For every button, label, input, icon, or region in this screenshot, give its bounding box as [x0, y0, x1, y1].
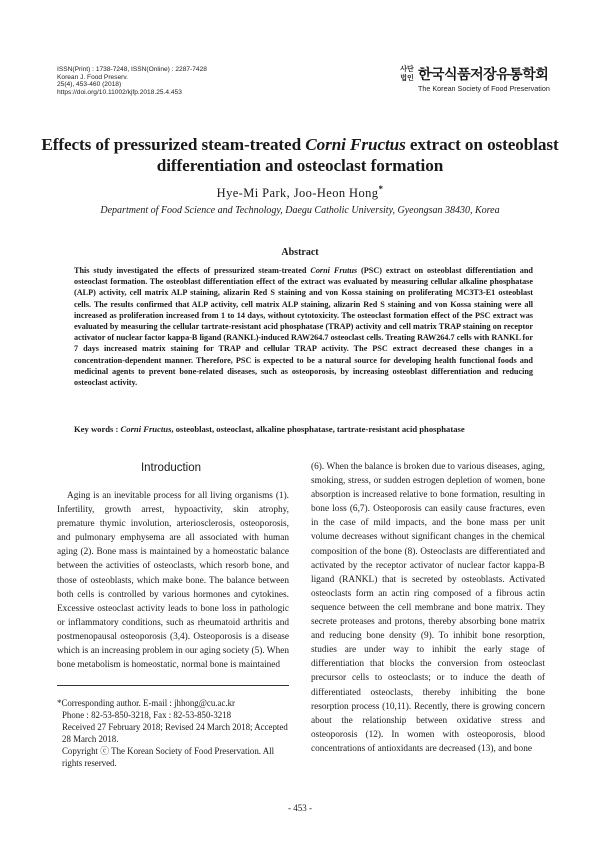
emblem-line-2: 법인 — [400, 74, 414, 82]
section-heading-introduction: Introduction — [140, 462, 202, 474]
title-part-2: extract on osteoblast differentiation and osteoclast formation — [156, 135, 559, 175]
keywords-list: , osteoblast, osteoclast, alkaline phosphatase, tartrate-resistant acid phosphatase — [171, 424, 465, 434]
title-part-1: Effects of pressurized steam-treated — [41, 135, 306, 154]
keywords-italic: Corni Fructus — [120, 424, 172, 434]
abstract-part-2: (PSC) extract on osteoblast differentiation and osteoclast formation. The osteoblast differentiation effect of the extract was evaluated by measuring cellular alkaline phosphatase (ALP) activity, cell matrix ALP staining, alizarin Red S staining and von Kossa staining on proliferating MC3T3-E1 osteoblast cells. The results confirmed that ALP activity, cell matrix ALP staining, alizarin Red S staining and von Kossa staining were all increased as proliferation increased from 1 to 14 days, without cytotoxicity. The osteoclast formation effect of the PSC extract was evaluated by measuring the cellular tartrate-resistant acid phosphatase (TRAP) activity and cell matrix TRAP staining on receptor activator of nuclear factor kappa-B ligand (RANKL)-induced RAW264.7 osteoclast cells. Treating RAW264.7 cells with RANKL for 7 days increased matrix staining for TRAP and cellular TRAP activity. The PSC extract decreased these changes in a concentration-dependent manner. Therefore, PSC is expected to be a natural source for developing health functional foods and medicinal agents to prevent bone-related diseases, such as osteoporosis, by increasing osteoblast differentiation and reducing osteoclast activity. — [74, 266, 533, 388]
keywords — [74, 424, 544, 434]
volume-pages: 25(4), 453-460 (2018) — [57, 81, 122, 89]
copyright-notice: Copyright ⓒ The Korean Society of Food Preservation. All rights reserved. — [62, 746, 275, 768]
corresponding-author: *Corresponding author. E-mail : jhhong@cu.ac.kr — [57, 698, 235, 708]
abstract-part-1: This study investigated the effects of pressurized steam-treated — [74, 266, 311, 275]
emblem-line-1: 사단 — [400, 65, 414, 73]
society-name-english: The Korean Society of Food Preservation — [418, 84, 550, 93]
abstract-text — [74, 265, 533, 388]
abstract-italic: Corni Frutus — [310, 266, 358, 275]
authors-names: Hye-Mi Park, Joo-Heon Hong — [216, 186, 379, 201]
affiliation: Department of Food Science and Technology, Daegu Catholic University, Gyeongsan 38430, Korea — [100, 205, 500, 216]
body-column-right: (6). When the balance is broken due to various diseases, aging, smoking, stress, or sudden estrogen depletion of women, bone absorption is increased relative to bone formation, resulting in bone loss (6,7). Osteoporosis can easily cause fractures, even in the case of mild impacts, and the bone mass per unit volume decreases without significant changes in the chemical composition of the bone (8). Osteoclasts are differentiated and activated by the receptor activator of nuclear factor kappa-B ligand (RANKL) that is secreted by osteoblasts. Activated osteoclasts form an actin ring composed of a fibrous actin sequence between the cell membrane and bone matrix. They secrete proteases and protons, thereby absorbing bone matrix and reducing bone density (9). To inhibit bone resorption, studies are under way to inhibit the early stage of differentiation that blocks the conversion from osteoclast precursor cells to osteoclasts; or to induce the death of differentiated osteoclasts, thereby inhibiting the bone resorption process (10,11). Recently, there is growing concern about the relationship between oxidative stress and osteoporosis (12). In women with osteoporosis, blood concentrations of antioxidants are decreased (13), and bone — [311, 462, 545, 754]
article-title — [40, 134, 560, 176]
contact-phone: Phone : 82-53-850-3218, Fax : 82-53-850-3218 — [62, 710, 232, 720]
doi-link[interactable]: https://doi.org/10.11002/kjfp.2018.25.4.453 — [57, 88, 182, 96]
footnote — [57, 697, 292, 769]
abstract-heading: Abstract — [281, 247, 319, 258]
society-emblem — [399, 65, 415, 85]
keywords-label: Key words : — [74, 424, 121, 434]
body-column-left: Aging is an inevitable process for all living organisms (1). Infertility, growth arrest, hypoactivity, skin atrophy, premature thymic involution, arteriosclerosis, osteoporosis, and pulmonary emphysema are all associated with human aging (2). Bone mass is maintained by a homeostatic balance between the activities of osteoclasts, which resorb bone, and those of osteoblasts, which make bone. The balance between both cells is controlled by various hormones and cytokines. Excessive osteoclast activity leads to bone loss in pathologic or inflammatory conditions, such as rheumatoid arthritis and postmenopausal osteoporosis (3,4). Osteoporosis is a disease which is an increasing problem in our aging society (5). When bone metabolism is homeostatic, normal bone is maintained — [57, 491, 289, 671]
page-number: - 453 - — [288, 803, 312, 813]
society-name-korean: 한국식품저장유통학회 — [418, 67, 549, 83]
footnote-divider — [57, 685, 289, 686]
society-logo — [399, 64, 559, 92]
issn-line: ISSN(Print) : 1738-7248, ISSN(Online) : 2287-7428 — [57, 66, 207, 73]
journal-name: Korean J. Food Preserv. — [57, 73, 128, 81]
author-list — [40, 184, 560, 201]
journal-meta — [57, 66, 207, 96]
corresponding-mark: * — [378, 184, 384, 194]
title-italic: Corni Fructus — [305, 135, 406, 154]
received-dates: Received 27 February 2018; Revised 24 March 2018; Accepted 28 March 2018. — [62, 722, 288, 744]
